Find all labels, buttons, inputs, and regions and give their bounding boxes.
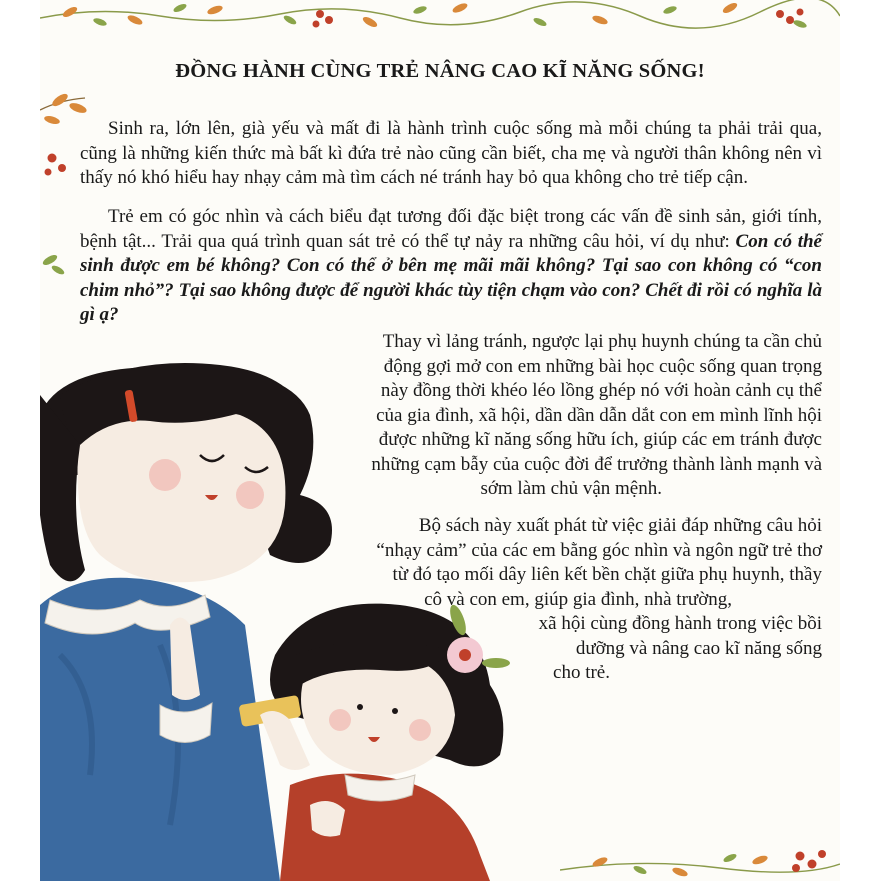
paragraph-book-purpose xyxy=(300,514,822,686)
paragraph-3-line: này đồng thời khéo léo lồng ghép nó với hoàn cảnh cụ thể xyxy=(380,380,822,401)
paragraph-parents xyxy=(300,330,822,502)
page-title: ĐỒNG HÀNH CÙNG TRẺ NÂNG CAO KĨ NĂNG SỐNG! xyxy=(175,60,705,82)
paragraph-4-line: xã hội cùng đồng hành trong việc bồi xyxy=(538,613,822,634)
paragraph-4-line: cho trẻ. xyxy=(553,662,610,683)
paragraph-3-line: của gia đình, xã hội, dần dần dẫn dắt con em mình lĩnh hội xyxy=(376,404,822,426)
top-vine-border xyxy=(40,0,840,48)
paragraph-intro xyxy=(80,117,822,191)
bottom-vine-border xyxy=(560,840,840,881)
paragraph-1-text: Sinh ra, lớn lên, già yếu và mất đi là hành trình cuộc sống mà mỗi chúng ta phải trải qua, cũng là những kiến thức mà bất kì đứa trẻ nào cũng cần biết, cha mẹ và người thân không nên vì thấy nó khó hiểu hay nhạy cảm mà tìm cách né tránh hay bỏ qua không cho trẻ tiếp cận. xyxy=(80,118,822,188)
paragraph-4-line: dưỡng và nâng cao kĩ năng sống xyxy=(575,637,822,659)
example-questions: Con có thể sinh được em bé không? Con có thể ở bên mẹ mãi mãi không? Tại sao con không có “con chim nhỏ”? Tại sao không được để người khác tùy tiện chạm vào con? Chết đi rồi có nghĩa là gì ạ? xyxy=(80,230,822,325)
paragraph-4-line: Bộ sách này xuất phát từ việc giải đáp những câu hỏi xyxy=(418,515,822,536)
paragraph-3-line: được những kĩ năng sống hữu ích, giúp các em tránh được xyxy=(378,429,822,450)
paragraph-3-line: động gợi mở con em những bài học cuộc sống quan trọng xyxy=(383,355,822,377)
paragraph-4-line: “nhạy cảm” của các em bằng góc nhìn và ngôn ngữ trẻ thơ xyxy=(376,539,822,561)
paragraph-3-line: Thay vì lảng tránh, ngược lại phụ huynh chúng ta cần chủ xyxy=(382,331,822,352)
paragraph-2-intro: Trẻ em có góc nhìn và cách biểu đạt tương đối đặc biệt trong các vấn đề sinh sản, giới tính, bệnh tật... Trải qua quá trình quan sát trẻ có thể tự nảy ra những câu hỏi, ví dụ như: xyxy=(80,206,822,252)
paragraph-4-line: từ đó tạo mối dây liên kết bền chặt giữa phụ huynh, thầy xyxy=(392,564,822,585)
paragraph-3-line: những cạm bẫy của cuộc đời để trưởng thành lành mạnh và xyxy=(371,453,822,475)
paragraph-questions xyxy=(80,205,822,328)
paragraph-3-line: sớm làm chủ vận mệnh. xyxy=(480,478,662,499)
paragraph-4-line: cô và con em, giúp gia đình, nhà trường, xyxy=(424,588,732,610)
